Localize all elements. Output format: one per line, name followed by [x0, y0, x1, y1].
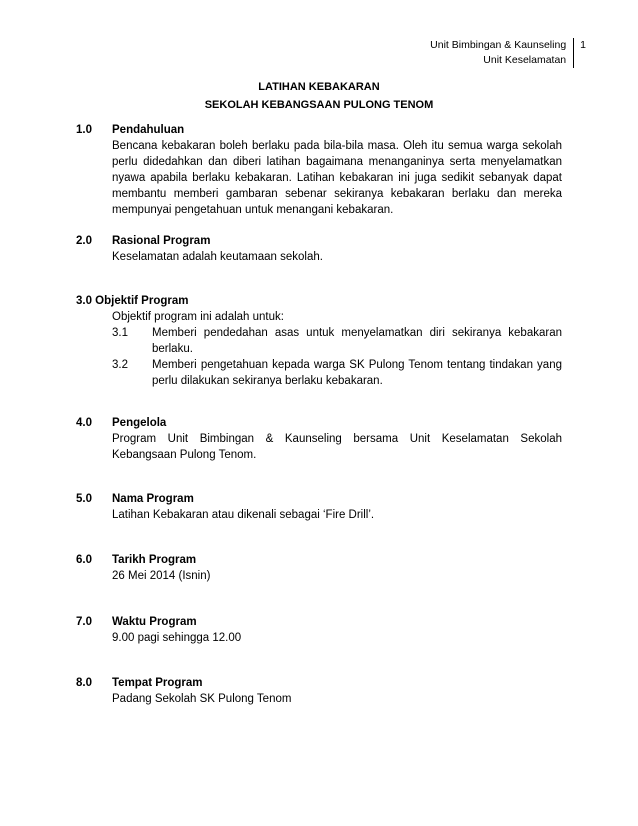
section-number: 7.0	[76, 616, 92, 628]
objective-text: Memberi pengetahuan kepada warga SK Pulong Tenom tentang tindakan yang perlu dilakukan sekiranya berlaku kebakaran.	[152, 359, 562, 387]
section-heading: Rasional Program	[112, 235, 211, 247]
section-tempat	[76, 675, 562, 707]
section-body: Latihan Kebakaran atau dikenali sebagai ‘Fire Drill’.	[112, 509, 375, 521]
section-body: 9.00 pagi sehingga 12.00	[112, 632, 242, 644]
section-pendahuluan	[76, 122, 562, 218]
document-title	[0, 78, 638, 114]
section-rasional	[76, 233, 562, 265]
section-waktu	[76, 614, 562, 646]
section-body: Keselamatan adalah keutamaan sekolah.	[112, 251, 323, 263]
section-number: 6.0	[76, 554, 92, 566]
section-body: Program Unit Bimbingan & Kaunseling bersama Unit Keselamatan Sekolah Kebangsaan Pulong Tenom.	[112, 433, 562, 461]
page-header	[430, 38, 586, 68]
section-intro: Objektif program ini adalah untuk:	[112, 311, 284, 323]
section-heading: 3.0 Objektif Program	[76, 295, 189, 307]
section-number: 5.0	[76, 493, 92, 505]
title-line-1: LATIHAN KEBAKARAN	[258, 81, 380, 93]
header-unit-keselamatan: Unit Keselamatan	[483, 54, 567, 66]
section-tarikh	[76, 552, 562, 584]
section-body: 26 Mei 2014 (Isnin)	[112, 570, 211, 582]
section-number: 1.0	[76, 124, 92, 136]
section-heading: Tarikh Program	[112, 554, 197, 566]
objective-item	[112, 357, 562, 389]
section-objektif	[76, 293, 562, 389]
objective-text: Memberi pendedahan asas untuk menyelamatkan diri sekiranya kebakaran berlaku.	[152, 327, 562, 355]
header-unit-bk: Unit Bimbingan & Kaunseling	[430, 39, 567, 51]
section-body: Padang Sekolah SK Pulong Tenom	[112, 693, 292, 705]
section-heading: Nama Program	[112, 493, 194, 505]
section-nama-program	[76, 491, 562, 523]
section-number: 4.0	[76, 417, 92, 429]
title-line-2: SEKOLAH KEBANGSAAN PULONG TENOM	[204, 99, 434, 111]
section-heading: Pendahuluan	[112, 124, 185, 136]
section-pengelola	[76, 415, 562, 463]
objective-number: 3.2	[112, 359, 128, 371]
header-text	[430, 38, 573, 68]
objective-number: 3.1	[112, 327, 128, 339]
page-number: 1	[580, 39, 586, 51]
section-heading: Pengelola	[112, 417, 167, 429]
section-heading: Tempat Program	[112, 677, 203, 689]
section-body: Bencana kebakaran boleh berlaku pada bila-bila masa. Oleh itu semua warga sekolah perlu didedahkan dan diberi latihan bagaimana menanganinya serta menyelamatkan nyawa apabila berlaku kebakaran. Latihan kebakaran ini juga sedikit sebanyak dapat membantu memberi gambaran sebenar sekiranya kebakaran berlaku dan mereka mempunyai pengetahuan untuk menangani kebakaran.	[112, 140, 562, 216]
section-number: 8.0	[76, 677, 92, 689]
section-heading: Waktu Program	[112, 616, 197, 628]
objective-item	[112, 325, 562, 357]
section-number: 2.0	[76, 235, 92, 247]
